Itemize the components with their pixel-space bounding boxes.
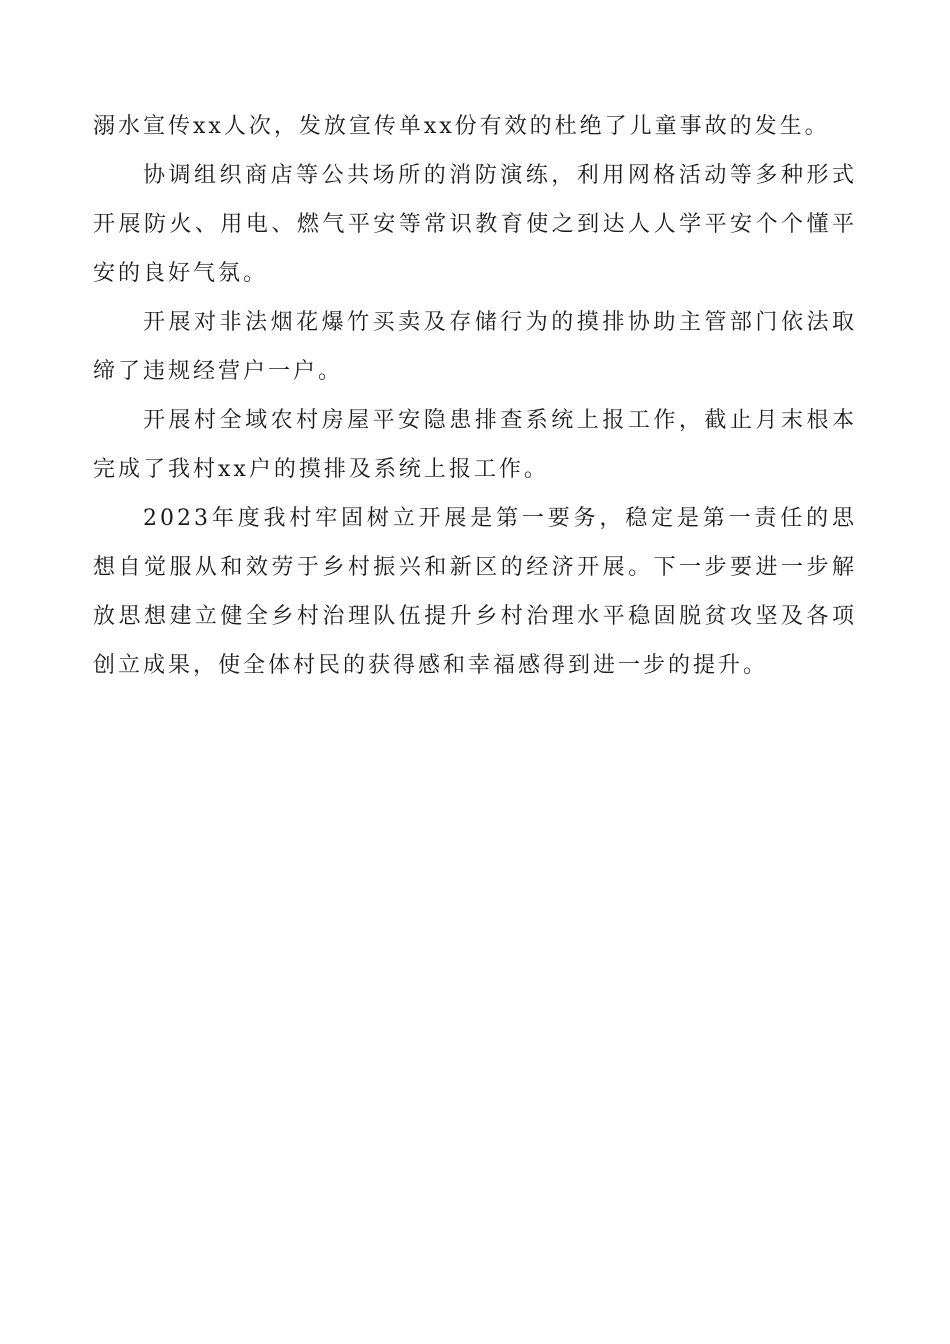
paragraph-drowning-publicity: 溺水宣传xx人次，发放宣传单xx份有效的杜绝了儿童事故的发生。 (93, 114, 830, 139)
paragraph-annual-summary: 2023年度我村牢固树立开展是第一要务，稳定是第一责任的思想自觉服从和效劳于乡村振兴和新区的经济开展。下一步要进一步解放思想建立健全乡村治理队伍提升乡村治理水平稳固脱贫攻坚及各项创立成果，使全体村民的获得感和幸福感得到进一步的提升。 (93, 506, 857, 678)
document-body (93, 102, 857, 690)
paragraph-fireworks-inspection: 开展对非法烟花爆竹买卖及存储行为的摸排协助主管部门依法取缔了违规经营户一户。 (93, 310, 857, 384)
paragraph-housing-safety: 开展村全域农村房屋平安隐患排查系统上报工作，截止月末根本完成了我村xx户的摸排及系统上报工作。 (93, 408, 857, 482)
paragraph-fire-drill: 协调组织商店等公共场所的消防演练，利用网格活动等多种形式开展防火、用电、燃气平安等常识教育使之到达人人学平安个个懂平安的良好气氛。 (93, 163, 857, 286)
